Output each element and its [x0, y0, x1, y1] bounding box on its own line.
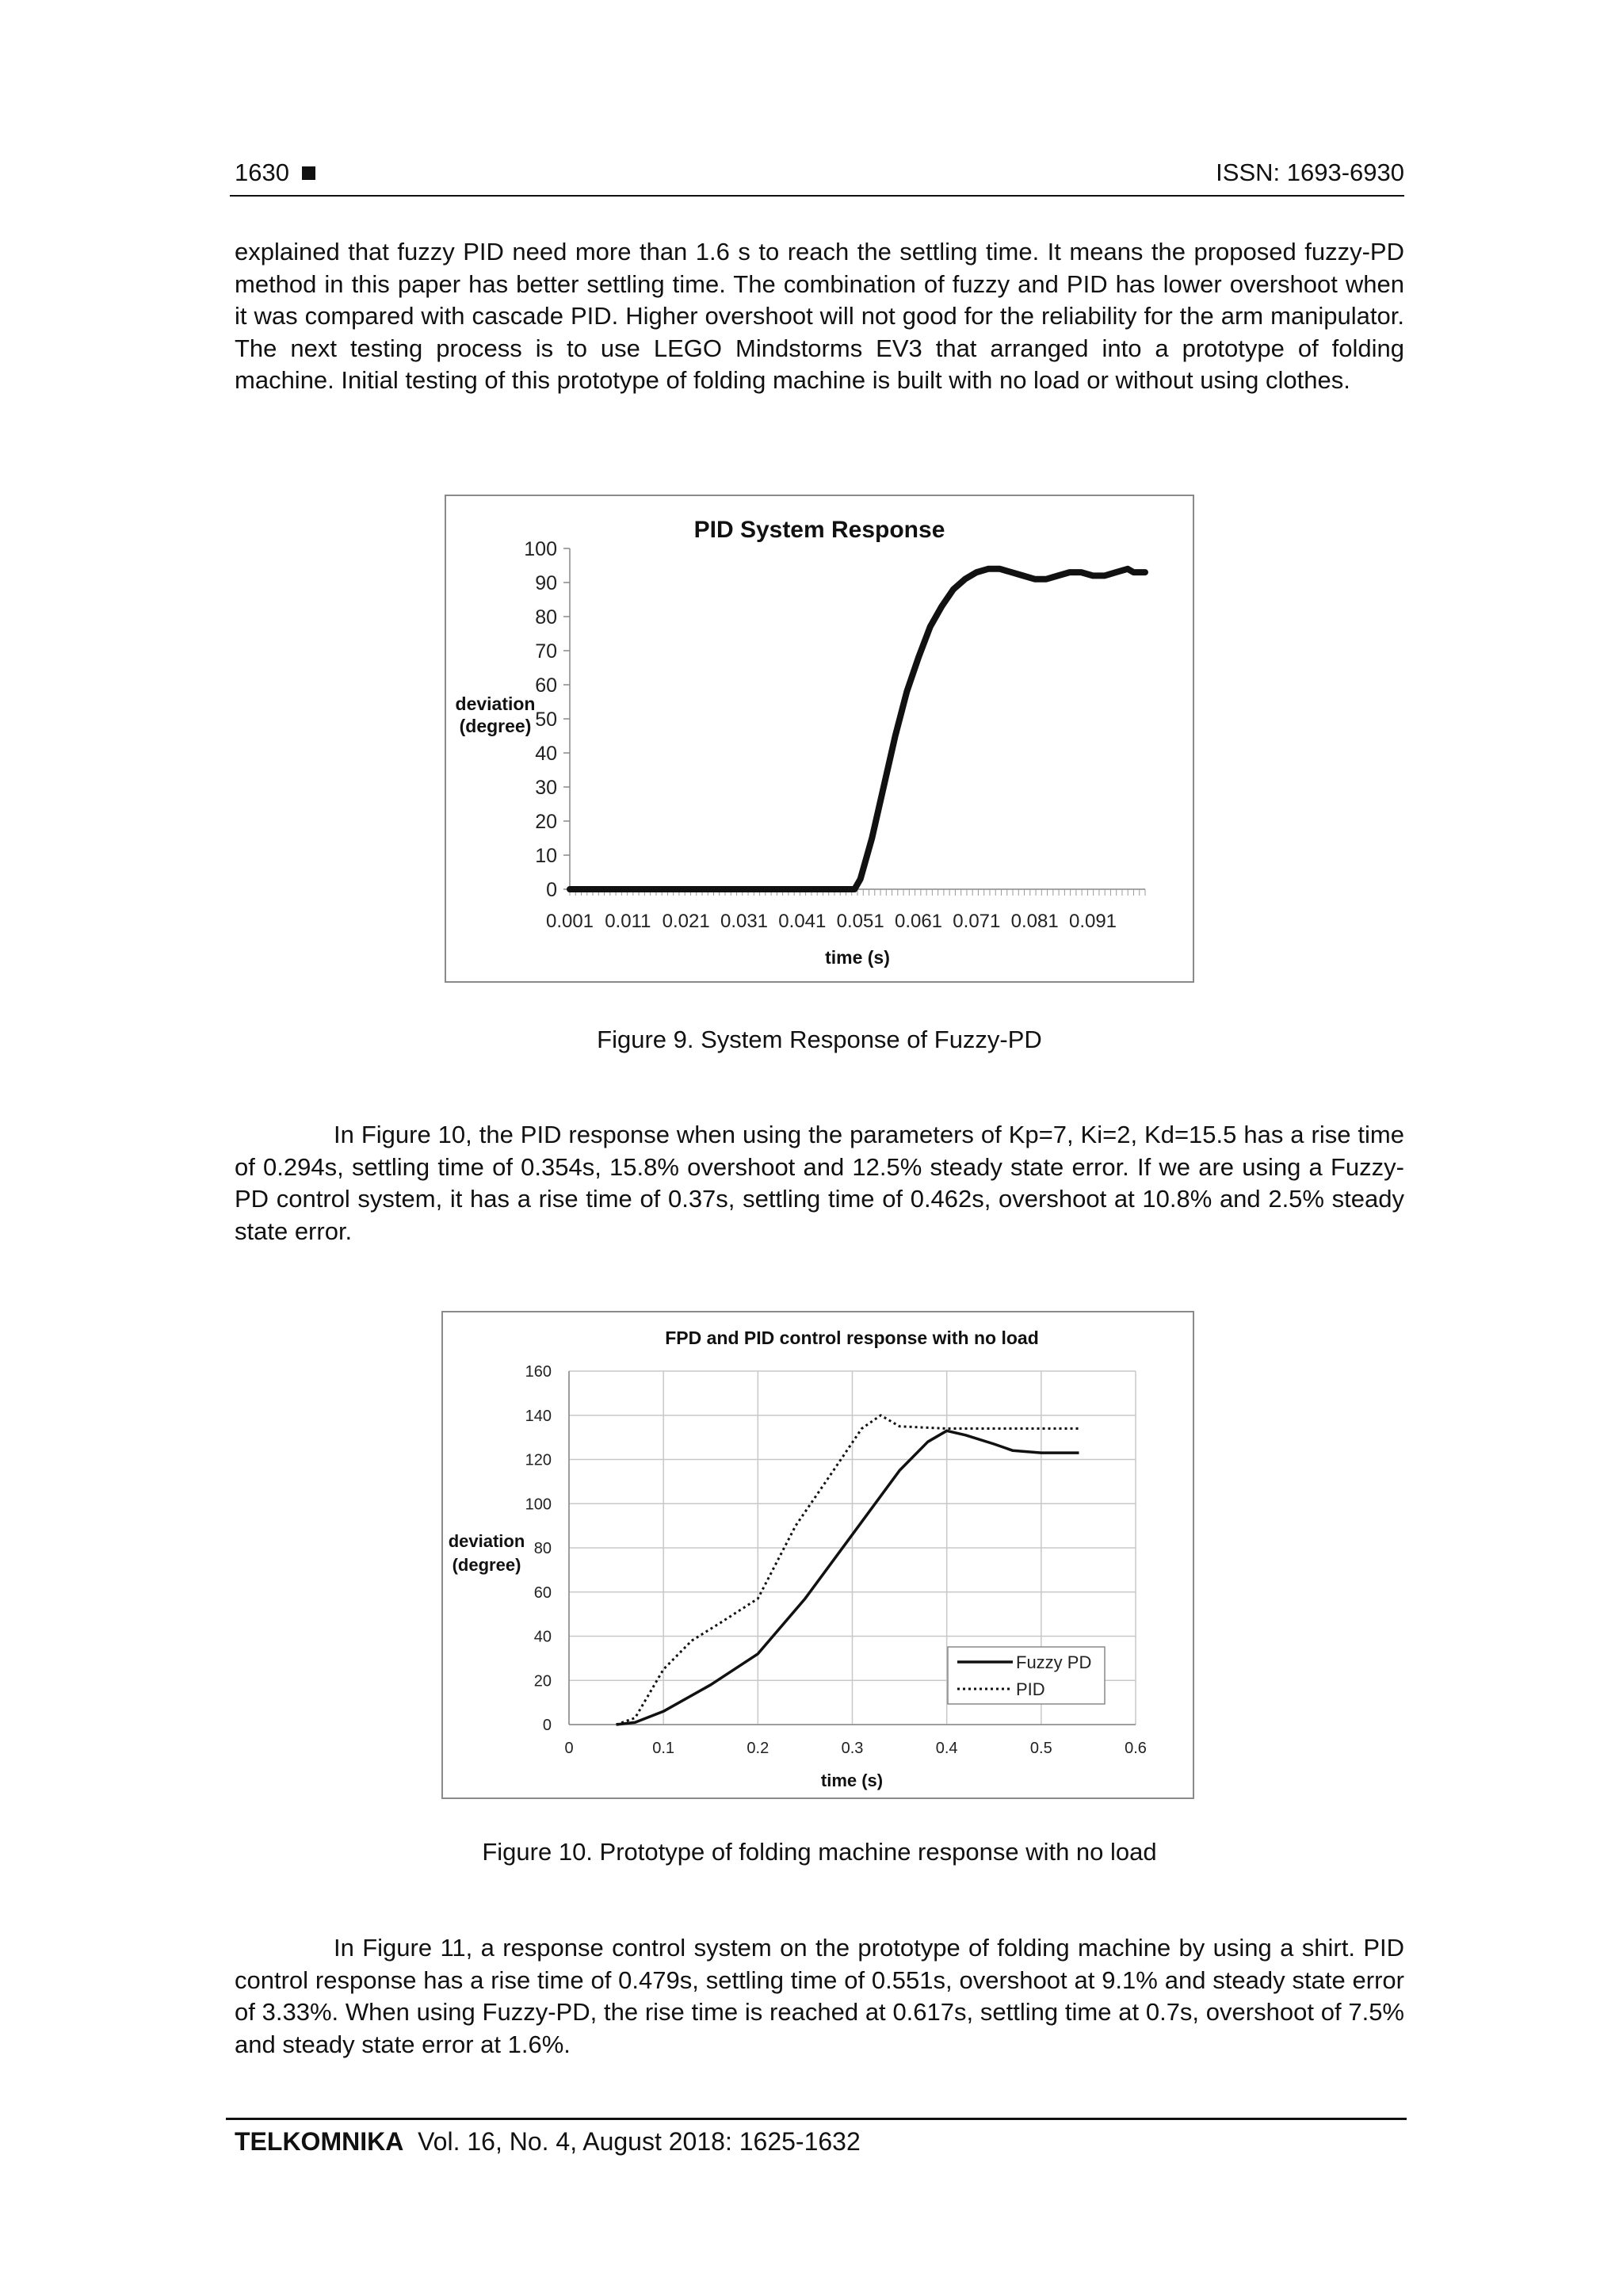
- y-tick-label: 20: [535, 811, 557, 833]
- y-tick-label: 40: [533, 1628, 552, 1646]
- y-tick-label: 40: [535, 743, 557, 765]
- paragraph-1: explained that fuzzy PID need more than 1.6 s to reach the settling time. It means the proposed fuzzy-PD method in this paper has better settling time. The combination of fuzzy and PID has lower overshoot when it was compared with cascade PID. Higher overshoot will not good for the reliability for the arm manipulator. The next testing process is to use LEGO Mindstorms EV3 that arranged into a prototype of folding machine. Initial testing of this prototype of folding machine is built with no load or without using clothes.: [235, 238, 1404, 394]
- y-tick-label: 10: [535, 845, 557, 867]
- figure-10-chart: [443, 1312, 1193, 1797]
- y-tick-label: 120: [525, 1451, 552, 1469]
- y-tick-label: 30: [535, 777, 557, 799]
- y-tick-label: 0: [546, 879, 557, 901]
- figure-9: [445, 495, 1194, 983]
- page-number: 1630: [235, 157, 315, 189]
- page-footer: [235, 2124, 861, 2159]
- y-tick-label: 80: [533, 1540, 552, 1557]
- x-tick-label: 0.041: [778, 911, 827, 932]
- journal-details: Vol. 16, No. 4, August 2018: 1625-1632: [418, 2127, 861, 2156]
- x-tick-label: 0: [564, 1740, 574, 1757]
- y-tick-label: 90: [535, 572, 557, 594]
- figure-10-caption: Figure 10. Prototype of folding machine response with no load: [482, 1838, 1157, 1866]
- y-axis-label: deviation: [455, 693, 536, 714]
- y-tick-label: 60: [533, 1584, 552, 1602]
- paragraph-2: In Figure 10, the PID response when using the parameters of Kp=7, Ki=2, Kd=15.5 has a rise time of 0.294s, settling time of 0.354s, 15.8% overshoot and 12.5% steady state error. If we are using a Fuzzy-PD control system, it has a rise time of 0.37s, settling time of 0.462s, overshoot at 10.8% and 2.5% steady state error.: [235, 1121, 1404, 1245]
- x-axis-label: time (s): [820, 1771, 884, 1790]
- x-tick-label: 0.081: [1010, 911, 1059, 932]
- x-tick-label: 0.021: [662, 911, 710, 932]
- issn: ISSN: 1693-6930: [1216, 159, 1404, 186]
- x-tick-label: 0.1: [652, 1740, 675, 1757]
- y-tick-label: 0: [542, 1717, 552, 1734]
- paragraph-3: In Figure 11, a response control system on the prototype of folding machine by using a shirt. PID control response has a rise time of 0.479s, settling time of 0.551s, overshoot at 9.1% and steady state error of 3.33%. When using Fuzzy-PD, the rise time is reached at 0.617s, settling time at 0.7s, overshoot of 7.5% and steady state error at 1.6%.: [235, 1934, 1404, 2058]
- x-tick-label: 0.4: [935, 1740, 958, 1757]
- legend-label: PID: [1016, 1679, 1045, 1699]
- series-line-response: [570, 569, 1145, 889]
- header-rule: [230, 195, 1404, 197]
- x-tick-label: 0.061: [894, 911, 943, 932]
- x-tick-label: 0.071: [953, 911, 1001, 932]
- y-tick-label: 70: [535, 640, 557, 663]
- x-tick-label: 0.011: [605, 911, 651, 932]
- x-tick-label: 0.3: [841, 1740, 864, 1757]
- chart-title: PID System Response: [693, 517, 945, 543]
- square-bullet-icon: [302, 166, 315, 180]
- x-tick-label: 0.091: [1068, 911, 1117, 932]
- figure-9-caption: Figure 9. System Response of Fuzzy-PD: [597, 1026, 1042, 1053]
- legend-label: Fuzzy PD: [1016, 1652, 1092, 1672]
- y-axis-label: deviation: [448, 1531, 525, 1551]
- x-tick-label: 0.5: [1029, 1740, 1052, 1757]
- y-tick-label: 50: [535, 709, 557, 731]
- x-axis-label: time (s): [825, 947, 890, 968]
- y-tick-label: 160: [525, 1363, 552, 1381]
- y-tick-label: 20: [533, 1672, 552, 1690]
- y-tick-label: 100: [524, 538, 557, 560]
- y-axis-label-unit: (degree): [452, 1555, 521, 1575]
- footer-rule: [226, 2118, 1407, 2120]
- figure-9-chart: [446, 496, 1193, 981]
- x-tick-label: 0.2: [747, 1740, 769, 1757]
- x-tick-label: 0.051: [836, 911, 884, 932]
- y-tick-label: 80: [535, 606, 557, 628]
- y-axis-label-unit: (degree): [459, 716, 532, 736]
- y-tick-label: 100: [525, 1496, 552, 1514]
- x-tick-label: 0.001: [545, 911, 594, 932]
- journal-name: TELKOMNIKA: [235, 2127, 404, 2156]
- x-tick-label: 0.031: [720, 911, 769, 932]
- page-header: [235, 157, 1404, 198]
- y-tick-label: 140: [525, 1407, 552, 1425]
- chart-title: FPD and PID control response with no load: [665, 1328, 1039, 1348]
- x-tick-label: 0.6: [1125, 1740, 1147, 1757]
- y-tick-label: 60: [535, 674, 557, 697]
- figure-10: [441, 1311, 1194, 1799]
